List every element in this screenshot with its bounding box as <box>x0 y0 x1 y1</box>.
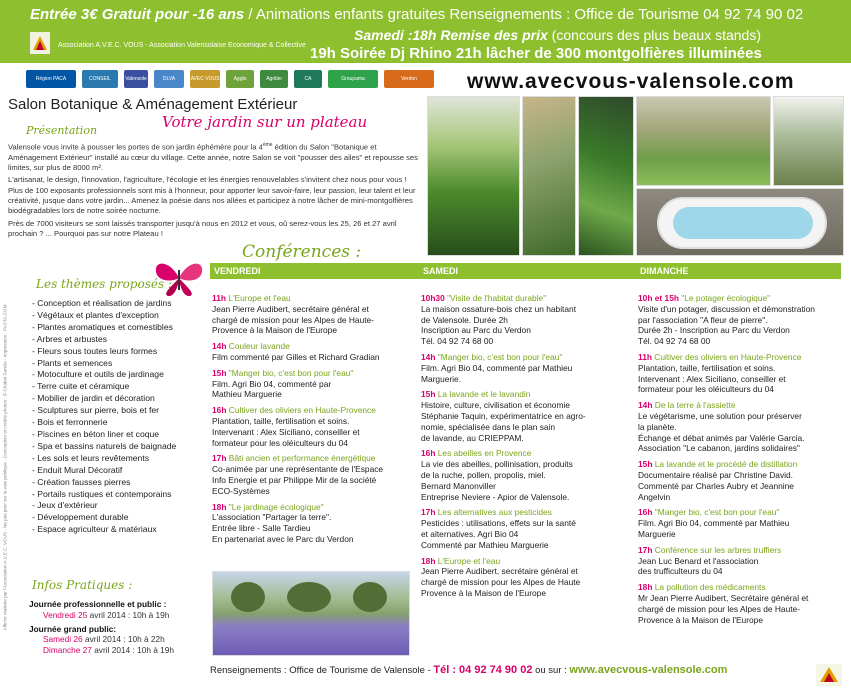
intro-text-part: édition du Salon "Botanique et Aménagement Extérieur" installé au cœur du village. Cette année, notre Salon se voit "pousser des ailes" et repousse ses limites, sur plus de 8000 m². <box>8 142 418 173</box>
event-header <box>421 352 627 363</box>
event-title: La pollution des médicaments <box>654 582 766 593</box>
sponsor-logos <box>26 68 446 92</box>
event-header <box>638 293 843 304</box>
sponsor-logo: Valensole <box>124 70 148 88</box>
garden-photo <box>636 96 771 186</box>
tree-shape <box>287 582 331 612</box>
samedi-details: (concours des plus beaux stands) <box>547 27 761 43</box>
event-description: Provence à la Maison de l'Europe <box>421 587 546 598</box>
event-title: Couleur lavande <box>228 341 290 352</box>
event-description: Tél. 04 92 74 68 00 <box>638 336 711 347</box>
theme-label: Motoculture et outils de jardinage <box>37 369 164 380</box>
theme-item <box>32 477 202 489</box>
intro-text <box>8 140 420 241</box>
event-description: Stéphanie Taquin, expérimentatrice en agro- <box>421 410 586 421</box>
event-time: 14h <box>421 351 436 362</box>
event-title: Bâti ancien et performance énergétique <box>228 453 376 464</box>
event-description: Angelvin <box>638 491 671 502</box>
conference-event <box>421 448 627 502</box>
conference-event <box>638 545 843 577</box>
conference-event <box>421 507 627 550</box>
theme-item <box>32 358 202 370</box>
event-description: Provence à la Maison de l'Europe <box>638 614 763 625</box>
theme-bullet: - <box>32 369 38 380</box>
intro-text-part: Valensole vous invite à pousser les portes de son jardin éphémère pour la 4 <box>8 142 263 152</box>
event-header <box>421 389 627 400</box>
event-description: et alternatives. Agri Bio 04 <box>421 528 519 539</box>
conference-event <box>212 293 410 336</box>
event-time: 11h <box>212 293 226 303</box>
info-group-title: Journée professionnelle et public : <box>29 599 167 609</box>
conference-event <box>212 341 410 363</box>
event-description: des trufficulteurs du 04 <box>638 566 723 577</box>
event-title: Les abeilles en Provence <box>437 448 532 459</box>
event-header <box>212 341 410 352</box>
event-time: 10h et 15h <box>638 293 679 303</box>
conference-event <box>638 352 843 395</box>
event-time: 16h <box>421 448 436 459</box>
event-time: 14h <box>638 400 653 411</box>
event-title: "Visite de l'habitat durable" <box>447 293 547 303</box>
info-group-title: Journée grand public: <box>29 623 117 634</box>
event-header <box>212 405 410 416</box>
event-description: Mathieu Marguerie <box>212 389 282 400</box>
footer-lead: Renseignements : Office de Tourisme de Valensole - <box>210 665 434 676</box>
day-label-vendredi: VENDREDI <box>214 266 261 276</box>
info-hours: avril 2014 : 10h à 22h <box>82 634 165 645</box>
event-title: "Manger bio, c'est bon pour l'eau" <box>437 351 563 362</box>
info-day: Samedi 26 <box>43 634 83 645</box>
event-description: Intervenant : Alex Siciliano, conseiller et <box>638 373 786 384</box>
theme-label: Terre cuite et céramique <box>37 381 130 392</box>
event-time: 14h <box>212 341 227 352</box>
entry-info <box>30 6 845 23</box>
days-header-bar <box>210 263 841 279</box>
theme-label: Piscines en béton liner et coque <box>37 428 160 439</box>
event-description: En partenariat avec le Parc du Verdon <box>212 533 354 544</box>
theme-bullet: - <box>32 393 38 404</box>
info-date-row <box>29 645 209 656</box>
theme-bullet: - <box>32 512 38 523</box>
conference-event <box>638 400 843 454</box>
theme-bullet: - <box>32 464 38 475</box>
theme-bullet: - <box>32 440 38 451</box>
entry-details: / Animations enfants gratuites Renseignements : Office de Tourisme 04 92 74 90 02 <box>244 6 804 23</box>
themes-heading: Les thèmes proposés : <box>36 277 172 291</box>
event-description: Visite d'un potager, discussion et démonstration <box>638 303 815 314</box>
event-title: De la terre à l'assiette <box>654 400 736 411</box>
garden-photo <box>773 96 844 186</box>
themes-list <box>32 298 202 536</box>
event-description: Commenté par Charles Aubry et Jeannine <box>638 480 794 491</box>
event-header <box>212 453 410 464</box>
sponsor-logo: Agglo <box>226 70 254 88</box>
event-description: chargé de mission pour les Alpes de Haute- <box>638 603 801 614</box>
conference-event <box>421 352 627 384</box>
theme-bullet: - <box>32 381 38 392</box>
event-description: Provence à la Maison de l'Europe <box>212 325 337 336</box>
theme-bullet: - <box>32 333 37 344</box>
day-label-dimanche: DIMANCHE <box>640 266 689 276</box>
event-description: Plantation, taille, fertilisation et soins. <box>212 415 350 426</box>
sponsor-logo: CA <box>294 70 322 88</box>
event-description: Marguerie <box>638 528 676 539</box>
event-time: 17h <box>212 453 227 464</box>
event-title: Conférence sur les arbres truffiers <box>654 544 782 555</box>
theme-item <box>32 441 202 453</box>
info-day: Dimanche 27 <box>43 645 92 656</box>
tree-shape <box>353 582 387 612</box>
lavender-field-photo <box>212 571 410 656</box>
theme-item <box>32 298 202 310</box>
event-description: Jean Pierre Audibert, secrétaire général et <box>421 566 578 577</box>
event-header <box>638 545 843 556</box>
theme-label: Végétaux et plantes d'exception <box>37 309 159 320</box>
theme-bullet: - <box>32 357 38 368</box>
page-title: Salon Botanique & Aménagement Extérieur <box>8 96 298 113</box>
event-title: Cultiver des oliviers en Haute-Provence <box>228 405 376 416</box>
event-description: La vie des abeilles, pollinisation, produits <box>421 459 573 470</box>
spa-water <box>673 207 813 239</box>
samedi-info <box>354 27 761 43</box>
theme-label: Bois et ferronnerie <box>37 417 108 428</box>
event-header <box>421 507 627 518</box>
tree-shape <box>231 582 265 612</box>
theme-item <box>32 512 202 524</box>
event-description: Entrée libre - Salle Tardieu <box>212 523 311 534</box>
theme-bullet: - <box>32 428 38 439</box>
event-description: Histoire, culture, civilisation et économie <box>421 400 570 411</box>
event-title: "Le jardinage écologique" <box>228 501 324 512</box>
theme-item <box>32 393 202 405</box>
sponsor-logo: DLVA <box>154 70 184 88</box>
conference-event <box>212 405 410 448</box>
day-label-samedi: SAMEDI <box>423 266 459 276</box>
conference-event <box>421 556 627 599</box>
theme-item <box>32 322 202 334</box>
theme-item <box>32 465 202 477</box>
theme-label: Plants et semences <box>37 357 113 368</box>
event-description: Film. Agri Bio 04, commenté par <box>212 378 332 389</box>
event-description: Jean Pierre Audibert, secrétaire général et <box>212 303 369 314</box>
event-time: 16h <box>638 507 653 518</box>
theme-label: Jeux d'extérieur <box>37 500 98 511</box>
conference-event <box>421 389 627 443</box>
theme-label: Mobilier de jardin et décoration <box>37 393 155 404</box>
presentation-heading: Présentation <box>26 124 98 137</box>
event-description: formateur pour les oléiculteurs du 04 <box>638 384 774 395</box>
conferences-heading: Conférences : <box>242 242 362 262</box>
samedi-prize: Samedi :18h Remise des prix <box>354 27 548 43</box>
event-description: Bernard Manonviller <box>421 480 496 491</box>
event-description: ECO-Systèmes <box>212 485 270 496</box>
conference-event <box>212 368 410 400</box>
event-description: Info Energie et par Philippe Mir de la société <box>212 474 377 485</box>
event-time: 17h <box>421 507 436 518</box>
event-header <box>212 502 410 513</box>
intro-paragraph: L'artisanat, le design, l'innovation, l'agriculture, l'écologie et les énergies renouvelables s'invitent chez nous pour vous ! Plus de 100 exposants professionnels sont mis à l'honneur, pour apporter leur savoir-faire, leur passion, leur talent et leur créativité, jusque dans votre jardin... Amenez la poésie dans nos allées et participez à notre lâcher de mini-montgolfières biodégradables lors de notre soirée nocturne. <box>8 175 416 216</box>
event-title: Cultiver des oliviers en Haute-Provence <box>654 351 802 362</box>
top-banner <box>0 0 851 63</box>
info-date-row <box>29 634 209 645</box>
event-header <box>638 352 843 363</box>
theme-bullet: - <box>32 488 38 499</box>
info-day: Vendredi 25 <box>43 609 88 620</box>
event-description: Échange et débat animés par Valérie Garcia. <box>638 432 805 443</box>
event-header <box>638 582 843 593</box>
event-description: Film. Agri Bio 04, commenté par Mathieu <box>421 362 573 373</box>
footer-phone[interactable]: Tél : 04 92 74 90 02 <box>433 664 533 676</box>
event-description: Association "Le cabanon, jardins solidaires" <box>638 443 800 454</box>
event-header <box>638 459 843 470</box>
sponsor-logo: AVEC VOUS <box>190 70 220 88</box>
event-description: nomie, spécialisée dans le plan sain <box>421 421 556 432</box>
conference-event <box>638 582 843 625</box>
garden-photo <box>578 96 634 256</box>
event-title: L'Europe et l'eau <box>228 293 291 303</box>
theme-label: Fleurs sous toutes leurs formes <box>37 345 158 356</box>
vendredi-column <box>212 293 410 550</box>
event-description: Plantation, taille, fertilisation et soins. <box>638 362 776 373</box>
theme-item <box>32 429 202 441</box>
event-description: la planète. <box>638 421 677 432</box>
conference-event <box>421 293 627 347</box>
theme-item <box>32 524 202 536</box>
event-time: 17h <box>638 544 653 555</box>
event-description: La maison ossature-bois chez un habitant <box>421 303 577 314</box>
sponsor-logo: Région PACA <box>26 70 76 88</box>
theme-label: Conception et réalisation de jardins <box>37 298 172 308</box>
info-group <box>29 624 209 656</box>
event-title: La lavande et le procédé de distillation <box>654 459 798 470</box>
event-title: "Le potager écologique" <box>681 293 771 303</box>
conference-event <box>638 459 843 502</box>
garden-photo <box>522 96 576 256</box>
event-description: Entreprise Neviere - Apior de Valensole. <box>421 491 570 502</box>
website-url[interactable]: www.avecvous-valensole.com <box>467 70 795 93</box>
theme-bullet: - <box>32 524 38 535</box>
conference-event <box>212 453 410 496</box>
side-credit-text: Affiche réalisée par l'Association A.V.E.C. VOUS - Ne pas jeter sur la voie publique - Conception et crédits photos : © Chabot Fanido - Impression : PASTA.COM <box>2 304 8 631</box>
footer-association-logo <box>816 664 842 686</box>
intro-superscript: ème <box>262 142 273 148</box>
event-title: L'Europe et l'eau <box>437 555 501 566</box>
entry-price: Entrée 3€ Gratuit pour -16 ans <box>30 6 245 23</box>
sponsor-logo: Verdon <box>384 70 434 88</box>
event-description: Marguerie. <box>421 373 462 384</box>
theme-label: Enduit Mural Décoratif <box>37 464 123 475</box>
conference-event <box>638 293 843 347</box>
event-description: de Valensole. Durée 2h <box>421 314 508 325</box>
theme-bullet: - <box>32 298 38 308</box>
sponsor-logo: Agribio <box>260 70 288 88</box>
theme-label: Les sols et leurs revêtements <box>37 452 150 463</box>
theme-item <box>32 453 202 465</box>
event-time: 18h <box>421 555 436 566</box>
sponsor-logo: CONSEIL <box>82 70 118 88</box>
event-header <box>212 293 410 304</box>
theme-label: Arbres et arbustes <box>36 333 107 344</box>
event-time: 16h <box>212 405 227 416</box>
intro-paragraph <box>8 140 420 173</box>
spa-tub <box>657 197 827 249</box>
event-description: Durée 2h - Inscription au Parc du Verdon <box>638 325 790 336</box>
theme-bullet: - <box>32 405 38 416</box>
dimanche-column <box>638 293 843 630</box>
theme-item <box>32 489 202 501</box>
event-description: Film. Agri Bio 04, commenté par Mathieu <box>638 518 790 529</box>
conference-event <box>212 502 410 545</box>
event-time: 15h <box>421 389 436 400</box>
event-description: Co-animée par une représentante de l'Espace <box>212 464 384 475</box>
theme-bullet: - <box>32 500 38 511</box>
event-header <box>638 400 843 411</box>
event-title: La lavande et le lavandin <box>437 389 531 400</box>
info-hours: avril 2014 : 10h à 19h <box>87 609 170 620</box>
event-header <box>421 556 627 567</box>
event-title: "Manger bio, c'est bon pour l'eau" <box>654 507 780 518</box>
theme-label: Plantes aromatiques et comestibles <box>37 321 173 332</box>
soiree-info: 19h Soirée Dj Rhino 21h lâcher de 300 montgolfières illuminées <box>310 45 762 62</box>
theme-label: Développement durable <box>37 512 129 523</box>
event-description: chargé de mission pour les Alpes de Haute <box>421 577 581 588</box>
theme-bullet: - <box>32 309 38 320</box>
event-description: de lavande, au CRIEPPAM. <box>421 432 524 443</box>
association-name: Association A.V.E.C. VOUS - Association Valensolaise Economique & Collective <box>58 42 306 49</box>
event-description: Mr Jean Pierre Audibert, Secrétaire général et <box>638 592 809 603</box>
event-description: de la ruche, pollen, propolis, miel. <box>421 469 546 480</box>
event-description: Commenté par Mathieu Marguerie <box>421 539 549 550</box>
event-description: Tél. 04 92 74 68 00 <box>421 336 494 347</box>
theme-item <box>32 310 202 322</box>
event-time: 18h <box>638 582 653 593</box>
event-header <box>421 448 627 459</box>
theme-item <box>32 500 202 512</box>
event-description: Jean Luc Benard et l'association <box>638 555 759 566</box>
garden-photo <box>427 96 520 256</box>
side-credit <box>0 270 10 670</box>
conference-event <box>638 507 843 539</box>
event-description: par l'association "A fleur de pierre". <box>638 314 768 325</box>
theme-item <box>32 381 202 393</box>
footer-info <box>210 664 846 676</box>
event-header <box>638 507 843 518</box>
event-title: Les alternatives aux pesticides <box>437 507 552 518</box>
theme-item <box>32 346 202 358</box>
theme-item <box>32 405 202 417</box>
event-description: formateur pour les oléiculteurs du 04 <box>212 437 348 448</box>
footer-website-link[interactable]: www.avecvous-valensole.com <box>569 664 728 676</box>
info-group <box>29 599 209 621</box>
theme-bullet: - <box>32 345 38 356</box>
theme-label: Sculptures sur pierre, bois et fer <box>37 405 160 416</box>
samedi-column <box>421 293 627 604</box>
event-description: chargé de mission pour les Alpes de Haute- <box>212 314 375 325</box>
theme-bullet: - <box>32 452 38 463</box>
event-header <box>212 368 410 379</box>
infos-pratiques <box>29 599 209 659</box>
event-description: Documentaire réalisé par Christine David. <box>638 469 794 480</box>
theme-bullet: - <box>32 321 38 332</box>
event-title: "Manger bio, c'est bon pour l'eau" <box>228 367 354 378</box>
theme-bullet: - <box>32 476 38 487</box>
theme-item <box>32 334 202 346</box>
theme-label: Espace agriculteur & matériaux <box>37 524 157 535</box>
event-description: Inscription au Parc du Verdon <box>421 325 531 336</box>
theme-item <box>32 417 202 429</box>
sponsor-logo: Groupama <box>328 70 378 88</box>
event-description: Le végétarisme, une solution pour préserver <box>638 410 802 421</box>
footer-separator: ou sur : <box>532 665 570 676</box>
event-time: 15h <box>212 367 227 378</box>
event-description: Pesticides : utilisations, effets sur la santé <box>421 518 576 529</box>
event-time: 15h <box>638 459 653 470</box>
intro-paragraph: Près de 7000 visiteurs se sont laissés transporter jusqu'à nous en 2012 et vous, oû serez-vous les 25, 26 et 27 avril prochain ? ... Pourquoi pas sur notre Plateau ! <box>8 218 397 238</box>
theme-label: Portails rustiques et contemporains <box>37 488 172 499</box>
association-logo <box>30 32 50 54</box>
theme-bullet: - <box>32 417 38 428</box>
info-hours: avril 2014 : 10h à 19h <box>91 645 174 656</box>
spa-photo <box>636 188 844 256</box>
infos-heading: Infos Pratiques : <box>32 578 133 592</box>
event-time: 18h <box>212 501 227 512</box>
event-description: Film commenté par Gilles et Richard Gradian <box>212 351 380 362</box>
info-date-row <box>29 610 209 621</box>
event-time: 10h30 <box>421 293 445 303</box>
theme-label: Spa et bassins naturels de baignade <box>37 440 177 451</box>
theme-item <box>32 369 202 381</box>
theme-label: Création fausses pierres <box>37 476 131 487</box>
page-subtitle: Votre jardin sur un plateau <box>162 113 368 131</box>
event-description: Intervenant : Alex Siciliano, conseiller et <box>212 426 360 437</box>
event-description: L'association "Partager la terre". <box>212 512 332 523</box>
event-header <box>421 293 627 304</box>
event-time: 11h <box>638 351 652 362</box>
